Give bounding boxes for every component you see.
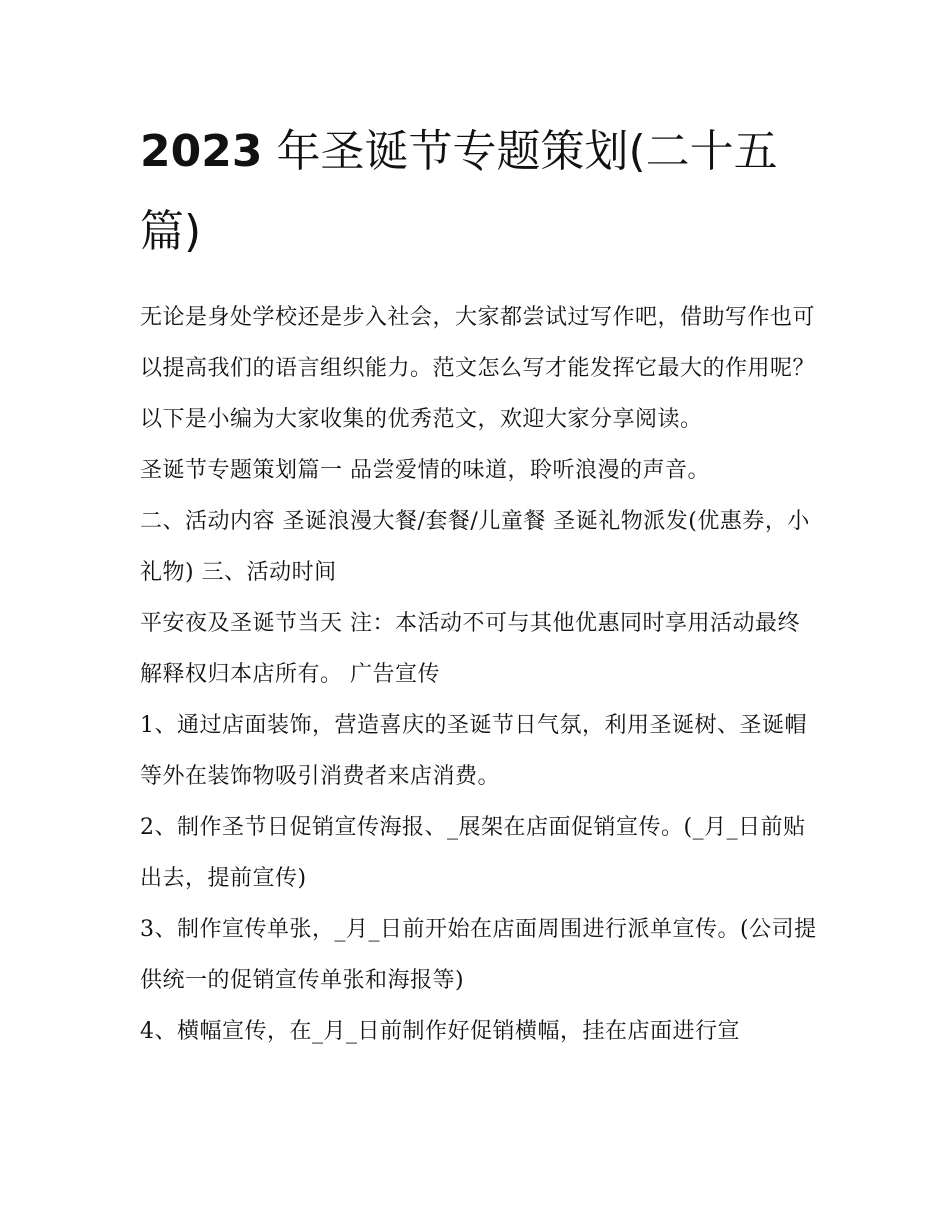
paragraph-item-2: 2、制作圣节日促销宣传海报、_展架在店面促销宣传。(_月_日前贴出去，提前宣传) [140,815,806,891]
paragraph-activity-content: 二、活动内容 圣诞浪漫大餐/套餐/儿童餐 圣诞礼物派发(优惠券，小礼物) 三、活动时间 [140,509,810,585]
paragraph-intro: 无论是身处学校还是步入社会，大家都尝试过写作吧，借助写作也可以提高我们的语言组织能力。范文怎么写才能发挥它最大的作用呢？以下是小编为大家收集的优秀范文，欢迎大家分享阅读。 [140,305,816,432]
paragraph-item-3: 3、制作宣传单张，_月_日前开始在店面周围进行派单宣传。(公司提供统一的促销宣传单张和海报等) [140,917,817,993]
title-year: 2023 [140,126,263,177]
document-title [140,112,820,272]
paragraph-item-4: 4、横幅宣传，在_月_日前制作好促销横幅，挂在店面进行宣 [140,1019,740,1044]
document-page [140,112,820,1057]
paragraph-section-1: 圣诞节专题策划篇一 品尝爱情的味道，聆听浪漫的声音。 [140,458,710,483]
paragraph-activity-time: 平安夜及圣诞节当天 注：本活动不可与其他优惠同时享用活动最终解释权归本店所有。 广告宣传 [140,611,800,687]
title-text: 年圣诞节专题策划(二十五篇) [140,126,778,257]
paragraph-item-1: 1、通过店面装饰，营造喜庆的圣诞节日气氛，利用圣诞树、圣诞帽等外在装饰物吸引消费者来店消费。 [140,713,807,789]
